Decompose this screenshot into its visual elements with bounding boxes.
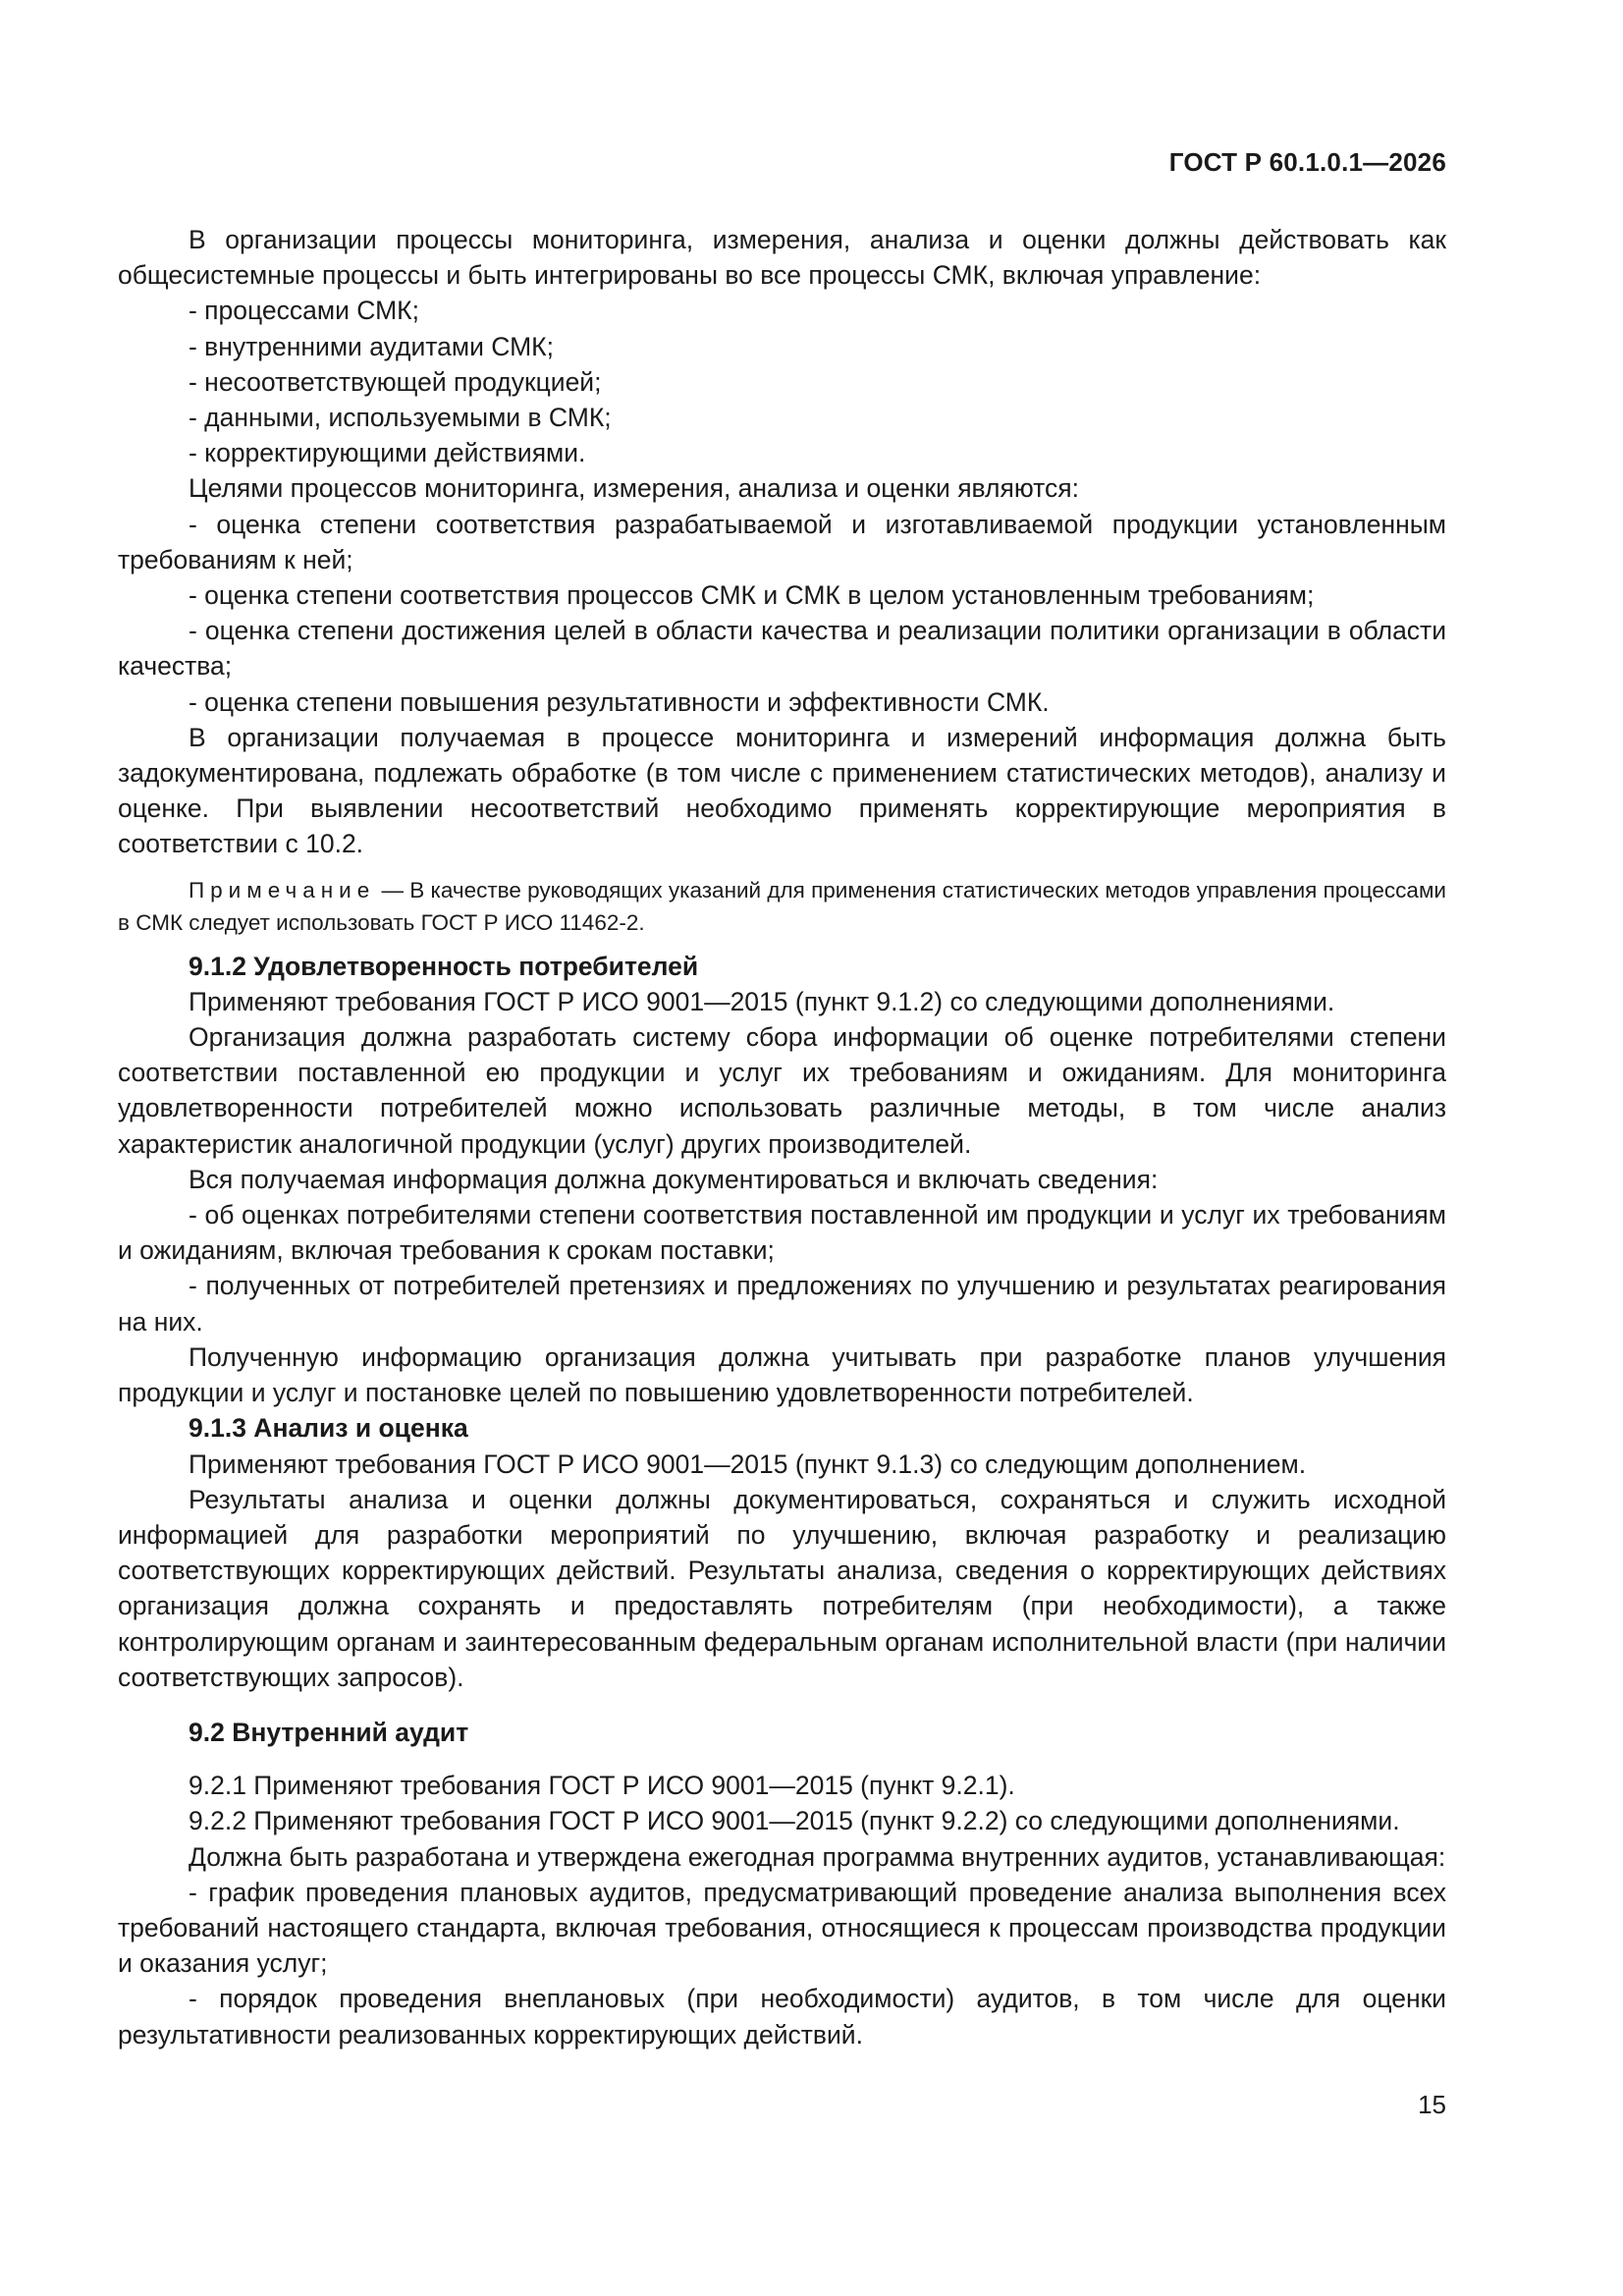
list-item: - несоответствующей продукцией;: [189, 366, 602, 397]
paragraph: Применяют требования ГОСТ Р ИСО 9001—2015 (пункт 9.1.2) со следующими дополнениями.: [189, 986, 1335, 1016]
paragraph: Должна быть разработана и утверждена ежегодная программа внутренних аудитов, устанавливающая:: [189, 1841, 1446, 1872]
list-item: - оценка степени соответствия процессов СМК и СМК в целом установленным требованиям;: [189, 580, 1315, 611]
document-code-header: ГОСТ Р 60.1.0.1—2026: [1168, 147, 1446, 177]
section-heading-9-1-3: 9.1.3 Анализ и оценка: [189, 1413, 468, 1444]
list-item: - полученных от потребителей претензиях и предложениях по улучшению и результатах реагирования на них.: [118, 1271, 1446, 1337]
list-item: - процессами СМК;: [189, 296, 419, 326]
paragraph: Организация должна разработать систему сбора информации об оценке потребителями степени соответствии поставленной ею продукции и услуг их требованиям и ожиданиям. Для мониторинга удовлетворенности потребителей можно использовать различные методы, в том числе анализ характеристик аналогичной продукции (услуг) других производителей.: [118, 1022, 1446, 1159]
list-item: - внутренними аудитами СМК;: [189, 331, 554, 361]
list-item: - оценка степени достижения целей в области качества и реализации политики организации в области качества;: [118, 616, 1446, 682]
paragraph: В организации процессы мониторинга, измерения, анализа и оценки должны действовать как общесистемные процессы и быть интегрированы во все процессы СМК, включая управление:: [118, 225, 1446, 291]
paragraph: Целями процессов мониторинга, измерения, анализа и оценки являются:: [189, 473, 1079, 504]
paragraph: Вся получаемая информация должна документироваться и включать сведения:: [189, 1164, 1159, 1194]
paragraph: Применяют требования ГОСТ Р ИСО 9001—2015 (пункт 9.1.3) со следующим дополнением.: [189, 1449, 1307, 1479]
list-item: - порядок проведения внеплановых (при необходимости) аудитов, в том числе для оценки результативности реализованных корректирующих действий.: [118, 1984, 1446, 2050]
list-item: - оценка степени соответствия разрабатываемой и изготавливаемой продукции установленным требованиям к ней;: [118, 509, 1446, 574]
paragraph: В организации получаемая в процессе мониторинга и измерений информация должна быть задокументирована, подлежать обработке (в том числе с применением статистических методов), анализу и оценке. При выявлении несоответствий необходимо применять корректирующие мероприятия в соответствии с 10.2.: [118, 722, 1446, 859]
paragraph: Результаты анализа и оценки должны документироваться, сохраняться и служить исходной информацией для разработки мероприятий по улучшению, включая разработку и реализацию соответствующих корректирующих действий. Результаты анализа, сведения о корректирующих действиях организация должна сохранять и предоставлять потребителям (при необходимости), а также контролирующим органам и заинтересованным федеральным органам исполнительной власти (при наличии соответствующих запросов).: [118, 1484, 1446, 1692]
note: [118, 874, 1446, 939]
document-body: [118, 222, 1446, 2052]
paragraph: Полученную информацию организация должна учитывать при разработке планов улучшения продукции и услуг и постановке целей по повышению удовлетворенности потребителей.: [118, 1341, 1446, 1408]
paragraph: 9.2.1 Применяют требования ГОСТ Р ИСО 9001—2015 (пункт 9.2.1).: [189, 1771, 1015, 1801]
list-item: - корректирующими действиями.: [189, 438, 586, 468]
list-item: - оценка степени повышения результативности и эффективности СМК.: [189, 686, 1050, 717]
note-label: Примечание: [189, 877, 376, 902]
list-item: - данными, используемыми в СМК;: [189, 403, 612, 433]
paragraph: 9.2.2 Применяют требования ГОСТ Р ИСО 9001—2015 (пункт 9.2.2) со следующими дополнениями.: [189, 1806, 1400, 1836]
list-item: - об оценках потребителями степени соответствия поставленной им продукции и услуг их требованиям и ожиданиям, включая требования к срокам поставки;: [118, 1200, 1446, 1266]
page-number: 15: [1418, 2090, 1446, 2119]
note-text: — В качестве руководящих указаний для применения статистических методов управления процессами в СМК следует использовать ГОСТ Р ИСО 11462-2.: [118, 877, 1446, 935]
list-item: - график проведения плановых аудитов, предусматривающий проведение анализа выполнения всех требований настоящего стандарта, включая требования, относящиеся к процессам производства продукции и оказания услуг;: [118, 1877, 1446, 1979]
section-heading-9-2: 9.2 Внутренний аудит: [189, 1717, 469, 1747]
section-heading-9-1-2: 9.1.2 Удовлетворенность потребителей: [189, 951, 699, 981]
